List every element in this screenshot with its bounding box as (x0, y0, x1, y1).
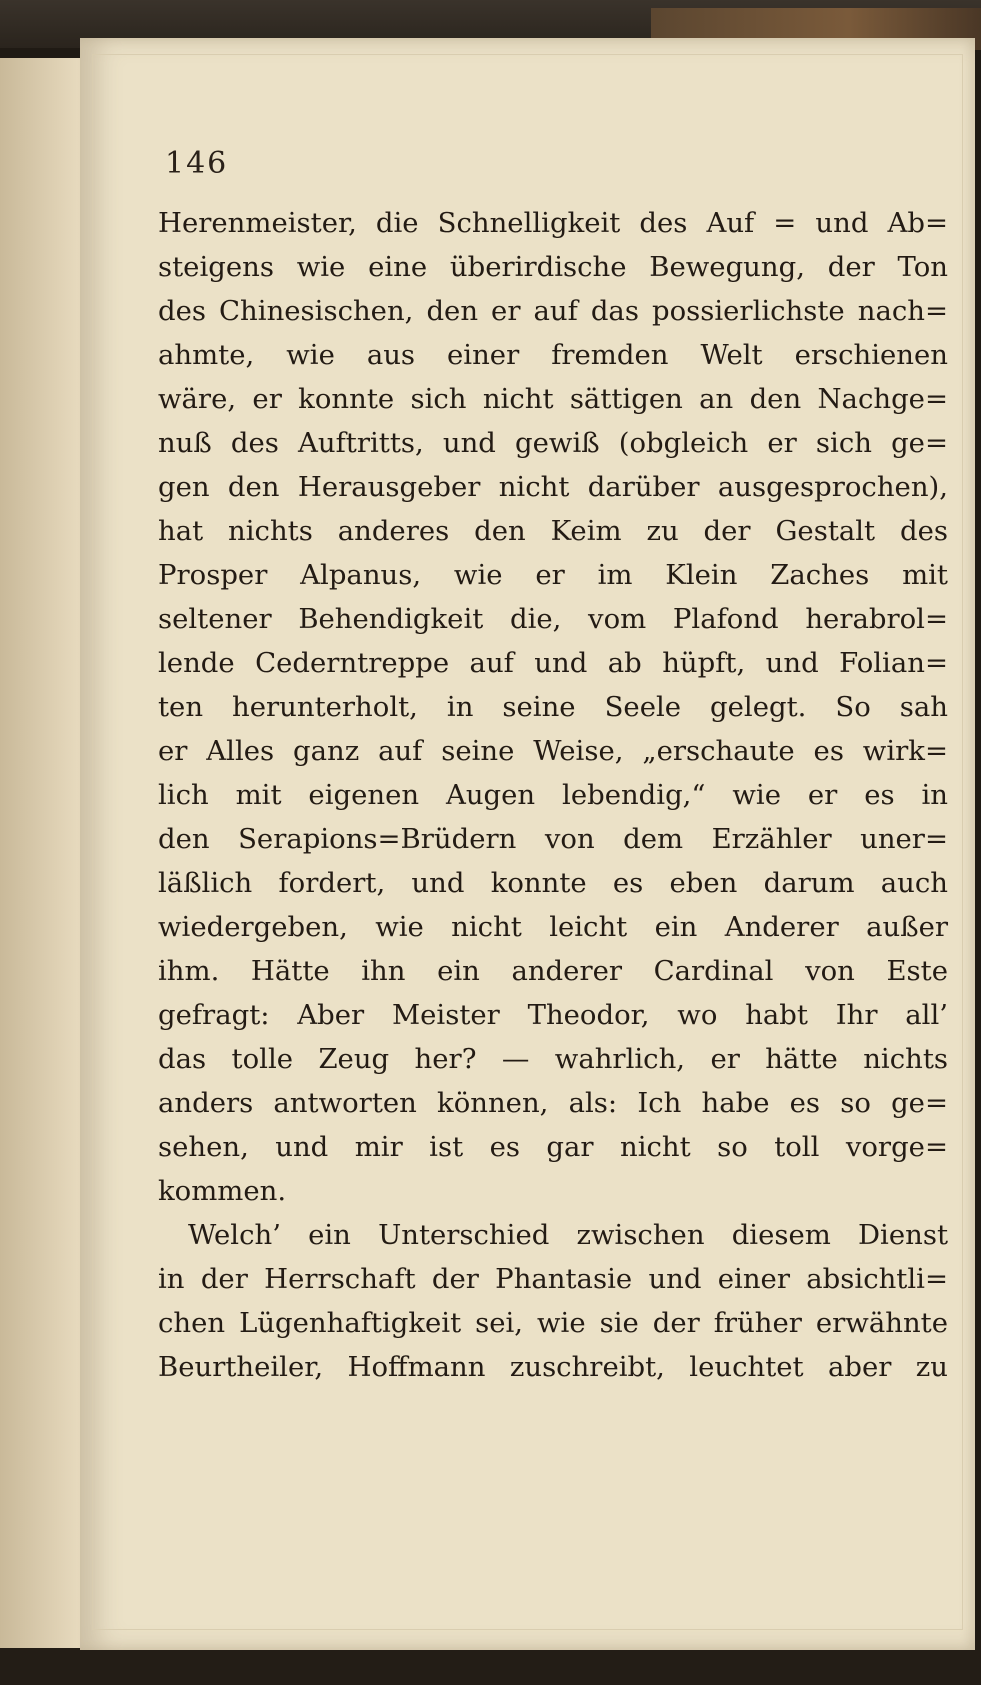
text-line: wäre, er konnte sich nicht sättigen an den Nachge= (158, 383, 948, 415)
text-line: nuß des Auftritts, und gewiß (obgleich er sich ge= (158, 427, 948, 459)
text-line: sehen, und mir ist es gar nicht so toll vorge= (158, 1131, 948, 1163)
body-text (158, 201, 948, 1389)
text-line: ihm. Hätte ihn ein anderer Cardinal von Este (158, 955, 948, 987)
book-page (80, 38, 975, 1650)
text-line: in der Herrschaft der Phantasie und einer absichtli= (158, 1263, 948, 1295)
text-line: des Chinesischen, den er auf das possierlichste nach= (158, 295, 948, 327)
page-number: 146 (165, 146, 229, 181)
text-line: gefragt: Aber Meister Theodor, wo habt Ihr all’ (158, 999, 948, 1031)
text-line: kommen. (158, 1175, 287, 1207)
text-line: er Alles ganz auf seine Weise, „erschaute es wirk= (158, 735, 948, 767)
text-line: ten herunterholt, in seine Seele gelegt. So sah (158, 691, 948, 723)
text-line: chen Lügenhaftigkeit sei, wie sie der früher erwähnte (158, 1307, 948, 1339)
text-line: Welch’ ein Unterschied zwischen diesem Dienst (188, 1219, 948, 1251)
text-line: Beurtheiler, Hoffmann zuschreibt, leuchtet aber zu (158, 1351, 948, 1383)
text-line: anders antworten können, als: Ich habe es so ge= (158, 1087, 948, 1119)
text-line: seltener Behendigkeit die, vom Plafond herabrol= (158, 603, 948, 635)
text-line: Herenmeister, die Schnelligkeit des Auf = und Ab= (158, 207, 948, 239)
text-line: wiedergeben, wie nicht leicht ein Anderer außer (158, 911, 948, 943)
text-line: hat nichts anderes den Keim zu der Gestalt des (158, 515, 948, 547)
text-line: gen den Herausgeber nicht darüber ausgesprochen), (158, 471, 948, 503)
text-line: lich mit eigenen Augen lebendig,“ wie er es in (158, 779, 948, 811)
text-line: lende Cederntreppe auf und ab hüpft, und Folian= (158, 647, 948, 679)
text-line: läßlich fordert, und konnte es eben darum auch (158, 867, 948, 899)
text-line: den Serapions=Brüdern von dem Erzähler uner= (158, 823, 948, 855)
text-line: ahmte, wie aus einer fremden Welt erschienen (158, 339, 948, 371)
text-line: steigens wie eine überirdische Bewegung, der Ton (158, 251, 948, 283)
text-line: das tolle Zeug her? — wahrlich, er hätte nichts (158, 1043, 948, 1075)
text-line: Prosper Alpanus, wie er im Klein Zaches mit (158, 559, 948, 591)
